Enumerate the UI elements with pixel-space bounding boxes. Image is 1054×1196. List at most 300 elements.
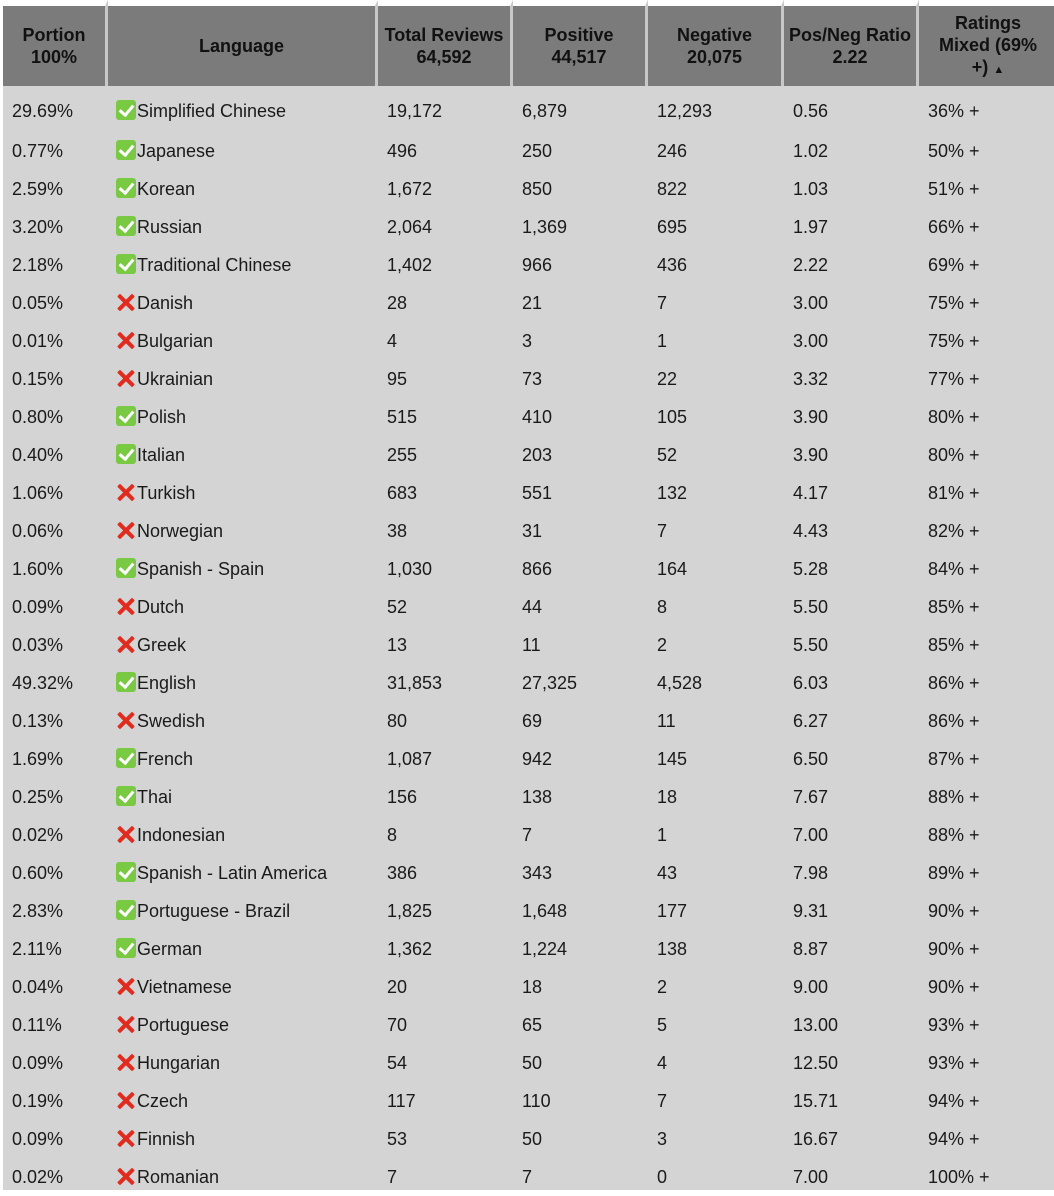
cell-language bbox=[108, 398, 378, 436]
header-language-title: Language bbox=[198, 36, 284, 56]
cell-negative: 105 bbox=[657, 406, 688, 427]
cell-negative: 138 bbox=[657, 938, 688, 959]
cell-total-reviews: 2,064 bbox=[387, 216, 433, 237]
cell-negative: 4,528 bbox=[657, 672, 703, 693]
language-name: Russian bbox=[137, 217, 203, 237]
table-row bbox=[3, 664, 1054, 702]
language-name: English bbox=[137, 673, 197, 693]
cell-total-reviews: 80 bbox=[387, 710, 408, 731]
cell-language bbox=[108, 246, 378, 284]
cell-ratio: 7.00 bbox=[793, 1166, 829, 1187]
check-icon bbox=[116, 938, 136, 958]
cell-total-reviews: 1,362 bbox=[387, 938, 433, 959]
cell-portion: 0.09% bbox=[12, 1128, 64, 1149]
cell-rating: 75% + bbox=[928, 292, 980, 313]
cell-positive: 1,224 bbox=[522, 938, 568, 959]
language-name: Swedish bbox=[137, 711, 206, 731]
cell-ratio: 2.22 bbox=[793, 254, 829, 275]
cell-ratio: 9.00 bbox=[793, 976, 829, 997]
cell-total-reviews: 28 bbox=[387, 292, 408, 313]
cell-rating: 86% + bbox=[928, 710, 980, 731]
cell-portion: 2.83% bbox=[12, 900, 64, 921]
table-row bbox=[3, 132, 1054, 170]
cell-portion: 0.09% bbox=[12, 596, 64, 617]
cell-rating: 81% + bbox=[928, 482, 980, 503]
cell-ratio: 7.00 bbox=[793, 824, 829, 845]
cell-negative: 246 bbox=[657, 140, 688, 161]
table-body bbox=[3, 86, 1054, 1196]
cross-icon bbox=[116, 634, 136, 654]
cell-total-reviews: 255 bbox=[387, 444, 418, 465]
cell-positive: 7 bbox=[522, 1166, 533, 1187]
cell-portion: 0.05% bbox=[12, 292, 64, 313]
table-row bbox=[3, 1044, 1054, 1082]
table-row bbox=[3, 550, 1054, 588]
cell-ratio: 6.50 bbox=[793, 748, 829, 769]
cell-ratio: 15.71 bbox=[793, 1090, 839, 1111]
language-name: Japanese bbox=[137, 141, 216, 161]
cell-portion: 0.80% bbox=[12, 406, 64, 427]
cell-ratio: 9.31 bbox=[793, 900, 829, 921]
cell-portion: 0.77% bbox=[12, 140, 64, 161]
cell-negative: 7 bbox=[657, 292, 668, 313]
cell-total-reviews: 386 bbox=[387, 862, 418, 883]
cell-total-reviews: 8 bbox=[387, 824, 398, 845]
cell-total-reviews: 13 bbox=[387, 634, 408, 655]
cell-rating: 75% + bbox=[928, 330, 980, 351]
check-icon bbox=[116, 900, 136, 920]
cell-negative: 5 bbox=[657, 1014, 668, 1035]
cell-rating: 87% + bbox=[928, 748, 980, 769]
header-ratings-title: Ratings bbox=[954, 12, 1021, 33]
header-portion-title: Portion bbox=[22, 25, 86, 45]
cell-positive: 1,369 bbox=[522, 216, 568, 237]
check-icon bbox=[116, 748, 136, 768]
cell-portion: 0.06% bbox=[12, 520, 64, 541]
table-row bbox=[3, 816, 1054, 854]
cell-negative: 822 bbox=[657, 178, 688, 199]
table-row bbox=[3, 702, 1054, 740]
check-icon bbox=[116, 558, 136, 578]
cell-positive: 250 bbox=[522, 140, 553, 161]
cell-ratio: 5.28 bbox=[793, 558, 829, 579]
cell-negative: 1 bbox=[657, 824, 668, 845]
cell-language bbox=[108, 1044, 378, 1082]
cell-language bbox=[108, 1158, 378, 1196]
cell-ratio: 3.32 bbox=[793, 368, 829, 389]
cell-positive: 866 bbox=[522, 558, 553, 579]
cell-positive: 551 bbox=[522, 482, 553, 503]
cell-language bbox=[108, 1006, 378, 1044]
table-row bbox=[3, 398, 1054, 436]
cross-icon bbox=[116, 1090, 136, 1110]
header-ratings[interactable] bbox=[919, 0, 1054, 86]
cell-rating: 77% + bbox=[928, 368, 980, 389]
cell-ratio: 4.43 bbox=[793, 520, 829, 541]
cell-language bbox=[108, 86, 378, 132]
cell-language bbox=[108, 1082, 378, 1120]
language-name: Romanian bbox=[137, 1167, 220, 1187]
cell-language bbox=[108, 436, 378, 474]
cell-portion: 0.01% bbox=[12, 330, 64, 351]
cell-rating: 93% + bbox=[928, 1014, 980, 1035]
cell-language bbox=[108, 322, 378, 360]
check-icon bbox=[116, 406, 136, 426]
cell-total-reviews: 1,825 bbox=[387, 900, 433, 921]
cell-ratio: 0.56 bbox=[793, 100, 829, 121]
cell-positive: 18 bbox=[522, 976, 543, 997]
table-row bbox=[3, 208, 1054, 246]
cell-rating: 51% + bbox=[928, 178, 980, 199]
cell-portion: 0.02% bbox=[12, 1166, 64, 1187]
cross-icon bbox=[116, 1128, 136, 1148]
cell-rating: 86% + bbox=[928, 672, 980, 693]
check-icon bbox=[116, 178, 136, 198]
cell-rating: 90% + bbox=[928, 900, 980, 921]
language-name: Ukrainian bbox=[137, 369, 214, 389]
check-icon bbox=[116, 100, 136, 120]
cell-portion: 1.69% bbox=[12, 748, 64, 769]
cell-negative: 18 bbox=[657, 786, 678, 807]
cross-icon bbox=[116, 368, 136, 388]
cell-rating: 94% + bbox=[928, 1128, 980, 1149]
cross-icon bbox=[116, 482, 136, 502]
language-reviews-table bbox=[3, 0, 1054, 1196]
cell-ratio: 5.50 bbox=[793, 634, 829, 655]
cell-negative: 436 bbox=[657, 254, 688, 275]
header-ratings-value: Mixed (69% bbox=[938, 34, 1038, 55]
cell-rating: 82% + bbox=[928, 520, 980, 541]
cell-language bbox=[108, 170, 378, 208]
table-row bbox=[3, 1006, 1054, 1044]
cell-rating: 90% + bbox=[928, 938, 980, 959]
cell-negative: 2 bbox=[657, 634, 668, 655]
header-total-title: Total Reviews bbox=[384, 25, 504, 45]
cell-total-reviews: 38 bbox=[387, 520, 408, 541]
header-pos-neg-ratio[interactable] bbox=[784, 0, 919, 86]
cell-positive: 138 bbox=[522, 786, 553, 807]
language-name: Thai bbox=[137, 787, 173, 807]
cell-positive: 110 bbox=[522, 1090, 551, 1111]
cell-total-reviews: 117 bbox=[387, 1090, 416, 1111]
cell-negative: 7 bbox=[657, 1090, 668, 1111]
header-portion-value: 100% bbox=[30, 47, 78, 67]
cell-ratio: 5.50 bbox=[793, 596, 829, 617]
language-name: Portuguese - Brazil bbox=[137, 901, 291, 921]
cell-ratio: 7.98 bbox=[793, 862, 829, 883]
header-portion[interactable] bbox=[3, 0, 108, 86]
check-icon bbox=[116, 140, 136, 160]
cell-language bbox=[108, 132, 378, 170]
check-icon bbox=[116, 216, 136, 236]
header-ratio-title: Pos/Neg Ratio bbox=[788, 25, 912, 45]
cell-language bbox=[108, 208, 378, 246]
language-name: Italian bbox=[137, 445, 186, 465]
cell-negative: 52 bbox=[657, 444, 678, 465]
cell-ratio: 8.87 bbox=[793, 938, 829, 959]
cell-language bbox=[108, 778, 378, 816]
cell-rating: 90% + bbox=[928, 976, 980, 997]
cell-positive: 27,325 bbox=[522, 672, 578, 693]
language-name: Hungarian bbox=[137, 1053, 221, 1073]
cell-ratio: 1.03 bbox=[793, 178, 829, 199]
cell-total-reviews: 52 bbox=[387, 596, 408, 617]
language-name: Polish bbox=[137, 407, 187, 427]
cell-portion: 0.40% bbox=[12, 444, 64, 465]
cell-negative: 8 bbox=[657, 596, 668, 617]
cell-negative: 145 bbox=[657, 748, 688, 769]
cell-total-reviews: 496 bbox=[387, 140, 418, 161]
cell-ratio: 6.27 bbox=[793, 710, 829, 731]
cell-language bbox=[108, 360, 378, 398]
cross-icon bbox=[116, 1166, 136, 1186]
cell-negative: 177 bbox=[657, 900, 688, 921]
table-row bbox=[3, 1082, 1054, 1120]
cell-total-reviews: 70 bbox=[387, 1014, 408, 1035]
check-icon bbox=[116, 672, 136, 692]
cell-language bbox=[108, 512, 378, 550]
table-row bbox=[3, 322, 1054, 360]
cell-language bbox=[108, 968, 378, 1006]
cell-rating: 94% + bbox=[928, 1090, 980, 1111]
cell-ratio: 7.67 bbox=[793, 786, 829, 807]
cell-language bbox=[108, 626, 378, 664]
table-row bbox=[3, 1158, 1054, 1196]
cell-portion: 0.11% bbox=[12, 1014, 62, 1035]
cross-icon bbox=[116, 292, 136, 312]
cell-positive: 850 bbox=[522, 178, 553, 199]
cell-positive: 69 bbox=[522, 710, 543, 731]
cell-positive: 50 bbox=[522, 1128, 543, 1149]
cell-ratio: 4.17 bbox=[793, 482, 829, 503]
cell-language bbox=[108, 474, 378, 512]
check-icon bbox=[116, 254, 136, 274]
cell-ratio: 3.90 bbox=[793, 444, 829, 465]
cell-portion: 0.25% bbox=[12, 786, 64, 807]
cell-total-reviews: 515 bbox=[387, 406, 418, 427]
cell-ratio: 6.03 bbox=[793, 672, 829, 693]
cell-negative: 2 bbox=[657, 976, 668, 997]
cell-positive: 343 bbox=[522, 862, 553, 883]
cell-ratio: 3.00 bbox=[793, 292, 829, 313]
table-row bbox=[3, 778, 1054, 816]
table-row bbox=[3, 626, 1054, 664]
cell-language bbox=[108, 284, 378, 322]
cell-rating: 93% + bbox=[928, 1052, 980, 1073]
cell-portion: 0.09% bbox=[12, 1052, 64, 1073]
cell-rating: 85% + bbox=[928, 634, 980, 655]
cell-ratio: 16.67 bbox=[793, 1128, 839, 1149]
cell-portion: 1.60% bbox=[12, 558, 64, 579]
header-total-value: 64,592 bbox=[416, 47, 472, 67]
cell-total-reviews: 54 bbox=[387, 1052, 408, 1073]
header-negative[interactable] bbox=[648, 0, 784, 86]
cross-icon bbox=[116, 710, 136, 730]
table-row bbox=[3, 86, 1054, 132]
cross-icon bbox=[116, 1052, 136, 1072]
cell-positive: 50 bbox=[522, 1052, 543, 1073]
cell-total-reviews: 19,172 bbox=[387, 100, 443, 121]
cell-positive: 1,648 bbox=[522, 900, 568, 921]
cell-total-reviews: 1,030 bbox=[387, 558, 433, 579]
cell-positive: 31 bbox=[522, 520, 543, 541]
cell-total-reviews: 683 bbox=[387, 482, 418, 503]
language-name: Turkish bbox=[137, 483, 196, 503]
cell-negative: 3 bbox=[657, 1128, 668, 1149]
cell-negative: 132 bbox=[657, 482, 688, 503]
check-icon bbox=[116, 862, 136, 882]
language-name: Spanish - Latin America bbox=[137, 863, 328, 883]
header-negative-value: 20,075 bbox=[686, 47, 743, 67]
cell-portion: 0.03% bbox=[12, 634, 64, 655]
language-name: Portuguese bbox=[137, 1015, 230, 1035]
cross-icon bbox=[116, 824, 136, 844]
cell-negative: 695 bbox=[657, 216, 688, 237]
cell-negative: 43 bbox=[657, 862, 678, 883]
cell-negative: 11 bbox=[657, 710, 676, 731]
cell-portion: 0.19% bbox=[12, 1090, 64, 1111]
language-name: Czech bbox=[137, 1091, 189, 1111]
cell-language bbox=[108, 892, 378, 930]
cell-total-reviews: 7 bbox=[387, 1166, 398, 1187]
table-row bbox=[3, 512, 1054, 550]
header-language[interactable] bbox=[108, 0, 378, 86]
cell-total-reviews: 53 bbox=[387, 1128, 408, 1149]
cell-portion: 0.15% bbox=[12, 368, 64, 389]
table-row bbox=[3, 588, 1054, 626]
cell-positive: 11 bbox=[522, 634, 541, 655]
cell-total-reviews: 1,672 bbox=[387, 178, 433, 199]
cell-total-reviews: 156 bbox=[387, 786, 418, 807]
cell-ratio: 12.50 bbox=[793, 1052, 839, 1073]
language-name: Finnish bbox=[137, 1129, 196, 1149]
language-name: Vietnamese bbox=[137, 977, 232, 997]
cell-rating: 89% + bbox=[928, 862, 980, 883]
cell-portion: 0.60% bbox=[12, 862, 64, 883]
language-name: Simplified Chinese bbox=[137, 101, 287, 121]
cell-ratio: 3.00 bbox=[793, 330, 829, 351]
cell-positive: 21 bbox=[522, 292, 543, 313]
cell-rating: 100% + bbox=[928, 1166, 990, 1187]
cell-rating: 85% + bbox=[928, 596, 980, 617]
table-row bbox=[3, 892, 1054, 930]
language-name: German bbox=[137, 939, 203, 959]
table-row bbox=[3, 1120, 1054, 1158]
cell-negative: 12,293 bbox=[657, 100, 713, 121]
cell-portion: 1.06% bbox=[12, 482, 64, 503]
cell-positive: 3 bbox=[522, 330, 533, 351]
header-ratings-value2: +) bbox=[971, 56, 989, 77]
cell-positive: 7 bbox=[522, 824, 533, 845]
cell-ratio: 1.97 bbox=[793, 216, 829, 237]
cell-portion: 0.04% bbox=[12, 976, 64, 997]
header-positive-title: Positive bbox=[544, 25, 614, 45]
language-name: Indonesian bbox=[137, 825, 226, 845]
language-name: Traditional Chinese bbox=[137, 255, 292, 275]
language-name: Greek bbox=[137, 635, 187, 655]
cell-language bbox=[108, 1120, 378, 1158]
language-name: Norwegian bbox=[137, 521, 224, 541]
cell-rating: 50% + bbox=[928, 140, 980, 161]
cell-total-reviews: 1,402 bbox=[387, 254, 433, 275]
language-name: Korean bbox=[137, 179, 196, 199]
cell-positive: 410 bbox=[522, 406, 553, 427]
cell-positive: 942 bbox=[522, 748, 553, 769]
cell-language bbox=[108, 740, 378, 778]
cell-portion: 0.02% bbox=[12, 824, 64, 845]
cell-total-reviews: 95 bbox=[387, 368, 408, 389]
header-row bbox=[3, 0, 1054, 86]
cross-icon bbox=[116, 976, 136, 996]
cell-ratio: 3.90 bbox=[793, 406, 829, 427]
header-ratio-value: 2.22 bbox=[832, 47, 868, 67]
cell-language bbox=[108, 854, 378, 892]
check-icon bbox=[116, 786, 136, 806]
cell-positive: 44 bbox=[522, 596, 543, 617]
cell-negative: 7 bbox=[657, 520, 668, 541]
cross-icon bbox=[116, 520, 136, 540]
sort-ascending-icon[interactable]: ▲ bbox=[993, 63, 1005, 76]
header-positive[interactable] bbox=[513, 0, 648, 86]
table-row bbox=[3, 968, 1054, 1006]
language-name: Spanish - Spain bbox=[137, 559, 265, 579]
cell-total-reviews: 1,087 bbox=[387, 748, 433, 769]
cell-portion: 29.69% bbox=[12, 100, 74, 121]
cell-positive: 65 bbox=[522, 1014, 543, 1035]
cell-negative: 164 bbox=[657, 558, 688, 579]
cell-rating: 80% + bbox=[928, 444, 980, 465]
header-positive-value: 44,517 bbox=[551, 47, 607, 67]
cell-language bbox=[108, 588, 378, 626]
table-row bbox=[3, 740, 1054, 778]
table-row bbox=[3, 436, 1054, 474]
cell-portion: 2.11% bbox=[12, 938, 62, 959]
cell-rating: 66% + bbox=[928, 216, 980, 237]
cell-language bbox=[108, 664, 378, 702]
cell-language bbox=[108, 816, 378, 854]
language-name: Danish bbox=[137, 293, 194, 313]
table-row bbox=[3, 930, 1054, 968]
cell-positive: 73 bbox=[522, 368, 543, 389]
cell-positive: 966 bbox=[522, 254, 553, 275]
cell-portion: 2.59% bbox=[12, 178, 64, 199]
cell-negative: 1 bbox=[657, 330, 668, 351]
cell-total-reviews: 20 bbox=[387, 976, 408, 997]
table-row bbox=[3, 360, 1054, 398]
cell-language bbox=[108, 702, 378, 740]
cell-negative: 4 bbox=[657, 1052, 668, 1073]
cell-portion: 3.20% bbox=[12, 216, 64, 237]
cross-icon bbox=[116, 596, 136, 616]
cell-rating: 84% + bbox=[928, 558, 980, 579]
cell-rating: 88% + bbox=[928, 824, 980, 845]
cell-rating: 36% + bbox=[928, 100, 980, 121]
cross-icon bbox=[116, 1014, 136, 1034]
cell-ratio: 1.02 bbox=[793, 140, 829, 161]
cell-ratio: 13.00 bbox=[793, 1014, 839, 1035]
cell-positive: 203 bbox=[522, 444, 553, 465]
cell-positive: 6,879 bbox=[522, 100, 568, 121]
cell-negative: 0 bbox=[657, 1166, 668, 1187]
header-total-reviews[interactable] bbox=[378, 0, 513, 86]
cell-rating: 88% + bbox=[928, 786, 980, 807]
table-row bbox=[3, 854, 1054, 892]
check-icon bbox=[116, 444, 136, 464]
cell-negative: 22 bbox=[657, 368, 678, 389]
header-negative-title: Negative bbox=[676, 25, 753, 45]
cell-rating: 69% + bbox=[928, 254, 980, 275]
cell-portion: 2.18% bbox=[12, 254, 64, 275]
